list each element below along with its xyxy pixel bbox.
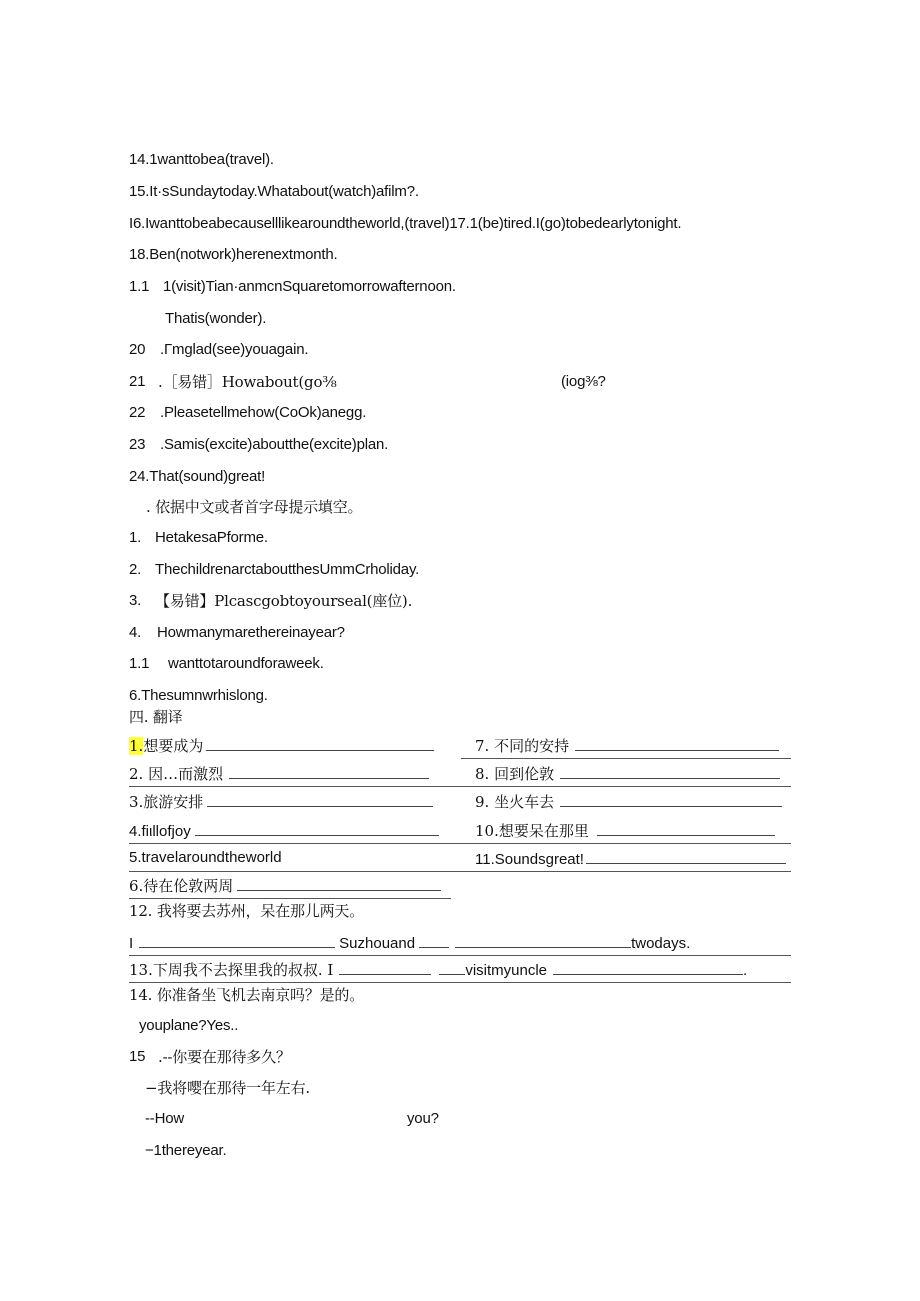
exercise-20-number: 20	[129, 341, 146, 358]
fill-item-number: 3.	[129, 592, 142, 609]
exercise-24: 24.That(sound)great!	[129, 468, 266, 485]
translation-item-15-answer: −1thereyear.	[145, 1142, 227, 1159]
exercise-22-number: 22	[129, 404, 146, 421]
answer-blank[interactable]	[586, 849, 786, 864]
translation-row	[129, 733, 791, 759]
translation-item-7: 7. 不同的安持	[475, 736, 779, 755]
translation-row	[129, 873, 791, 899]
translation-item-11: 11.Soundsgreat!	[475, 849, 786, 869]
answer-blank[interactable]	[560, 764, 780, 779]
answer-blank[interactable]	[597, 821, 775, 836]
translation-item-15-you: you?	[407, 1110, 439, 1127]
fill-item-number: 1.1	[129, 655, 150, 672]
translation-item-12: 12. 我将要去苏州，呆在那儿两天。	[129, 902, 365, 920]
translation-row	[129, 789, 791, 815]
translation-answer-row-13	[129, 957, 791, 983]
fill-item: 6.Thesumnwrhislong.	[129, 687, 268, 704]
exercise-16-17: I6.Iwanttobeabecauselllikearoundtheworld,(travel)17.1(be)tired.I(go)tobedearlytonight.	[129, 215, 682, 232]
translation-item-6: 6.待在伦敦两周	[129, 876, 441, 895]
exercise-20: .Γmglad(see)youagain.	[160, 341, 309, 358]
fill-item-number: 1.	[129, 529, 142, 546]
exercise-19b: Thatis(wonder).	[165, 310, 267, 327]
exercise-22: .Pleasetellmehow(CoOk)anegg.	[160, 404, 367, 421]
translation-item-10: 10.想要呆在那里	[475, 821, 775, 840]
exercise-21-number: 21	[129, 373, 146, 390]
section-4-title: 四. 翻译	[129, 708, 183, 726]
answer-blank[interactable]	[560, 792, 782, 807]
translation-item-15-line-b: −我将嘤在那待一年左右.	[145, 1079, 310, 1097]
translation-item-2: 2. 因…而激烈	[129, 764, 429, 783]
fill-item: 【易错】Plcascgobtoyourseal(座位).	[155, 592, 413, 610]
answer-blank[interactable]	[207, 792, 433, 807]
answer-blank[interactable]	[339, 960, 431, 975]
answer-blank[interactable]	[229, 764, 429, 779]
translation-item-15-number: 15	[129, 1048, 146, 1065]
translation-item-15: .--你要在那待多久？	[158, 1048, 291, 1066]
exercise-23: .Samis(excite)aboutthe(excite)plan.	[160, 436, 389, 453]
translation-item-8: 8. 回到伦敦	[475, 764, 780, 783]
fill-item-number: 2.	[129, 561, 142, 578]
fill-item: wanttotaroundforaweek.	[168, 655, 324, 672]
answer-blank[interactable]	[139, 933, 335, 948]
translation-item-14: 14. 你准备坐飞机去南京吗？是的。	[129, 986, 365, 1004]
answer-blank[interactable]	[439, 960, 465, 975]
answer-blank[interactable]	[419, 933, 449, 948]
row-rule	[129, 982, 791, 983]
translation-item-15-how: --How	[145, 1110, 184, 1127]
exercise-19-number: 1.1	[129, 278, 150, 295]
highlight-number: 1.	[129, 737, 144, 755]
answer-blank[interactable]	[195, 821, 439, 836]
row-rule	[129, 955, 791, 956]
exercise-19: 1(visit)Tian·anmcnSquaretomorrowafternoon.	[163, 278, 456, 295]
exercise-15: 15.It·sSundaytoday.Whatabout(watch)afilm?.	[129, 183, 419, 200]
answer-blank[interactable]	[553, 960, 743, 975]
row-rule	[129, 786, 791, 787]
fill-item-number: 4.	[129, 624, 142, 641]
translation-item-1: 1.想要成为	[129, 736, 434, 755]
exercise-18: 18.Ben(notwork)herenextmonth.	[129, 246, 338, 263]
row-rule	[129, 871, 791, 872]
exercise-21-part-a: .［易错］Howabout(go⅜	[158, 373, 337, 391]
translation-item-9: 9. 坐火车去	[475, 792, 782, 811]
translation-item-4: 4.fiιllofjoy	[129, 821, 439, 841]
row-rule	[129, 843, 791, 844]
fill-item: ThechildrenarctaboutthesUmmCrholiday.	[155, 561, 420, 578]
fill-item: HetakesaPforme.	[155, 529, 268, 546]
exercise-21-part-b: (iog⅜?	[561, 373, 606, 390]
row-rule	[461, 758, 791, 759]
translation-answer-row-12	[129, 930, 791, 956]
exercise-23-number: 23	[129, 436, 146, 453]
translation-item-3: 3.旅游安排	[129, 792, 433, 811]
row-rule	[129, 898, 451, 899]
exercise-14: 14.1wanttobea(travel).	[129, 151, 274, 168]
translation-row	[129, 846, 791, 872]
answer-line-12: I Suzhouand twodays.	[129, 935, 691, 952]
answer-blank[interactable]	[575, 736, 779, 751]
translation-row	[129, 761, 791, 787]
section-3-title: . 依据中文或者首字母提示填空。	[146, 498, 363, 516]
answer-line-13: 13.下周我不去探里我的叔叔. I visitmyuncle .	[129, 961, 748, 979]
answer-blank[interactable]	[237, 876, 441, 891]
translation-row	[129, 818, 791, 844]
fill-item: Howmanymarethereinayear?	[157, 624, 345, 641]
translation-answer-14: youplane?Yes..	[139, 1017, 239, 1034]
translation-item-5: 5.travelaroundtheworld	[129, 849, 282, 866]
answer-blank[interactable]	[206, 736, 434, 751]
answer-blank[interactable]	[455, 933, 631, 948]
